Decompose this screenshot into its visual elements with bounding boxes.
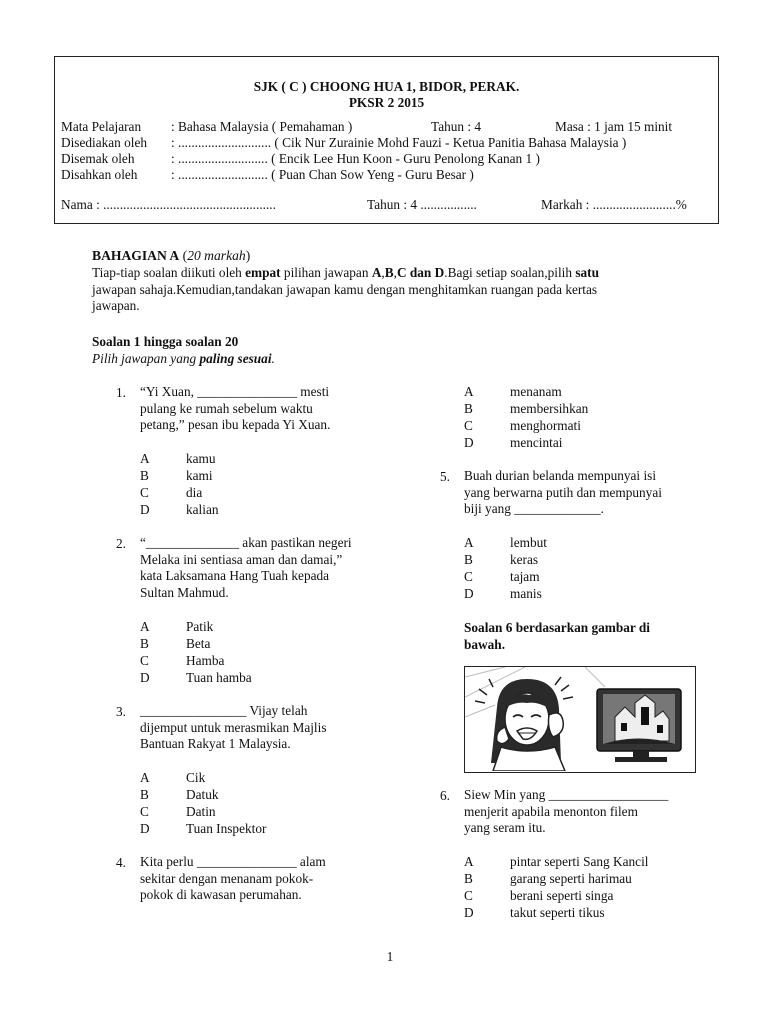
section-title: BAHAGIAN A (20 markah) xyxy=(92,248,251,263)
q4-number: 4. xyxy=(116,855,126,870)
marks-field: Markah : .........................% xyxy=(541,197,687,212)
q5-number: 5. xyxy=(440,469,450,484)
prepared-value: : ............................ ( Cik Nur Zurainie Mohd Fauzi - Ketua Panitia Bahasa Malaysia ) xyxy=(171,135,627,150)
q4-text: Kita perlu _______________ alam sekitar dengan menanam pokok- pokok di kawasan perumahan. xyxy=(140,854,326,903)
checked-value: : ........................... ( Encik Lee Hun Koon - Guru Penolong Kanan 1 ) xyxy=(171,151,540,166)
header-box xyxy=(54,56,719,224)
prepared-label: Disediakan oleh xyxy=(61,135,148,150)
q2-number: 2. xyxy=(116,536,126,551)
year-field: Tahun : 4 ................. xyxy=(367,197,477,212)
exam-name: PKSR 2 2015 xyxy=(348,95,425,110)
intro-line-3: jawapan. xyxy=(92,298,140,313)
subject-label: Mata Pelajaran xyxy=(61,119,142,134)
duration-value: Masa : 1 jam 15 minit xyxy=(555,119,673,134)
scared-girl-tv-drawing xyxy=(465,667,694,771)
q3-number: 3. xyxy=(116,704,126,719)
school-name: SJK ( C ) CHOONG HUA 1, BIDOR, PERAK. xyxy=(253,79,520,94)
q1-number: 1. xyxy=(116,385,126,400)
q6-heading-line-2: bawah. xyxy=(464,637,506,652)
intro-line-2: jawapan sahaja.Kemudian,tandakan jawapan kamu dengan menghitamkan ruangan pada kertas xyxy=(92,281,598,297)
year-value: Tahun : 4 xyxy=(431,119,482,134)
instruction: Pilih jawapan yang paling sesuai. xyxy=(92,351,275,366)
question-range: Soalan 1 hingga soalan 20 xyxy=(92,334,239,349)
header-row-prepared xyxy=(61,135,721,151)
header-row-approved xyxy=(61,167,721,183)
approved-label: Disahkan oleh xyxy=(61,167,138,182)
q5-text: Buah durian belanda mempunyai isi yang berwarna putih dan mempunyai biji yang _____________. xyxy=(464,468,662,517)
checked-label: Disemak oleh xyxy=(61,151,135,166)
intro-line-1: Tiap-tiap soalan diikuti oleh empat pilihan jawapan A,B,C dan D.Bagi setiap soalan,pilih satu xyxy=(92,265,600,280)
q6-heading-line-1: Soalan 6 berdasarkan gambar di xyxy=(464,620,650,635)
q1-text: “Yi Xuan, _______________ mesti pulang ke rumah sebelum waktu petang,” pesan ibu kepada Yi Xuan. xyxy=(140,384,331,433)
subject-value: : Bahasa Malaysia ( Pemahaman ) xyxy=(171,119,353,134)
page-number: 1 xyxy=(386,949,394,964)
q3-text: ________________ Vijay telah dijemput untuk merasmikan Majlis Bantuan Rakyat 1 Malaysia. xyxy=(140,703,327,752)
q6-illustration xyxy=(464,666,696,773)
q6-text: Siew Min yang __________________ menjerit apabila menonton filem yang seram itu. xyxy=(464,787,669,836)
name-field: Nama : .................................................... xyxy=(61,197,276,212)
q2-text: “______________ akan pastikan negeri Melaka ini sentiasa aman dan damai,” kata Laksamana Hang Tuah kepada Sultan Mahmud. xyxy=(140,535,352,601)
header-row-subject xyxy=(61,119,721,135)
header-row-student xyxy=(61,197,721,213)
q6-number: 6. xyxy=(440,788,450,803)
approved-value: : ........................... ( Puan Chan Sow Yeng - Guru Besar ) xyxy=(171,167,474,182)
header-row-checked xyxy=(61,151,721,167)
section-intro xyxy=(92,265,712,315)
